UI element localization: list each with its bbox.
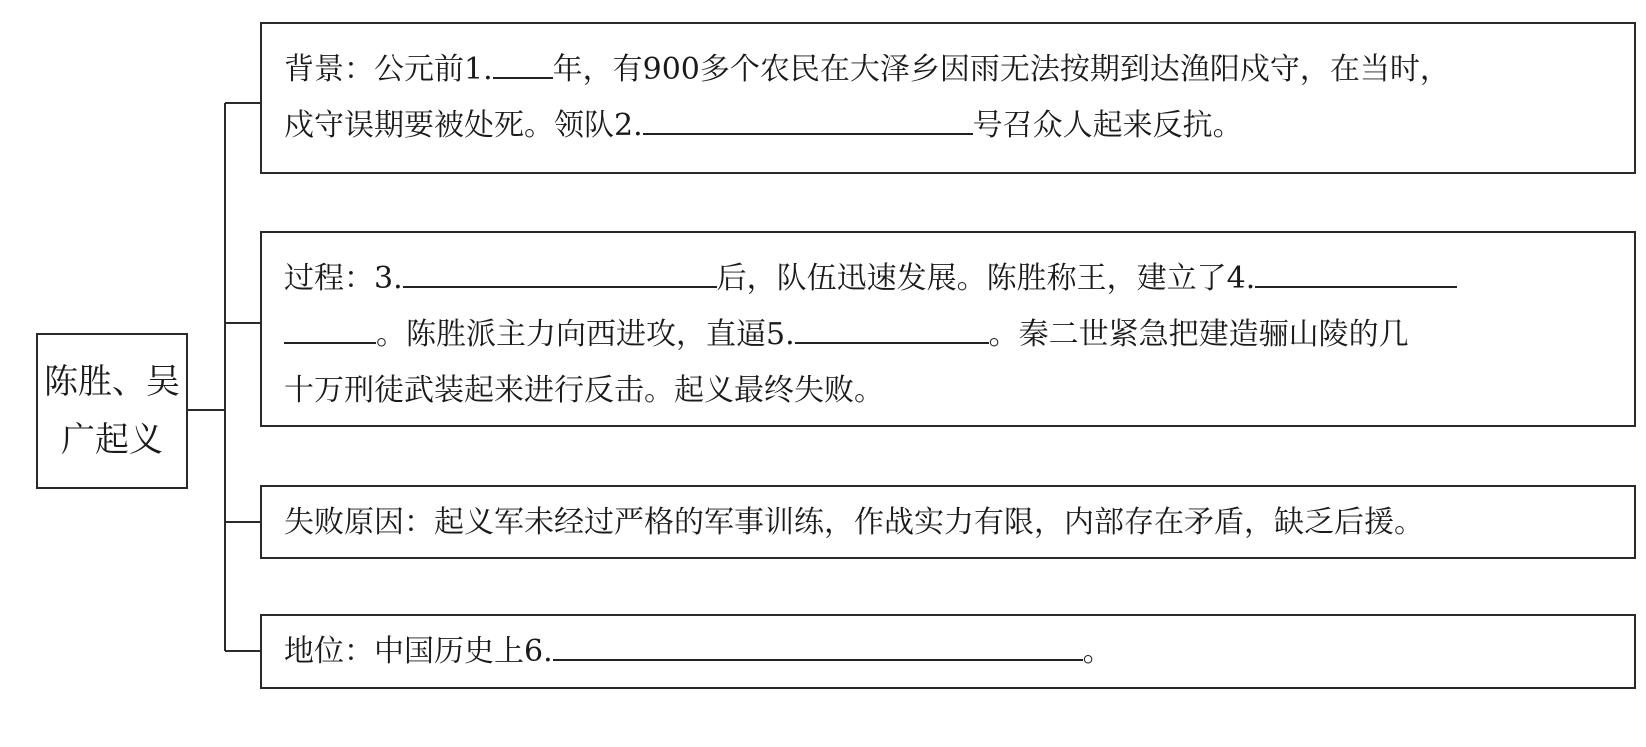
background-line-1 bbox=[284, 42, 1634, 98]
status-text: 地位：中国历史上6. bbox=[284, 634, 553, 669]
failure-reason-card bbox=[260, 485, 1636, 559]
background-text: 年，有900多个农民在大泽乡因雨无法按期到达渔阳戍守，在当时， bbox=[552, 52, 1450, 87]
blank-2[interactable] bbox=[643, 103, 973, 135]
blank-1[interactable] bbox=[493, 47, 553, 79]
background-text: 背景：公元前1. bbox=[284, 52, 493, 87]
blank-3[interactable] bbox=[403, 256, 717, 288]
blank-6[interactable] bbox=[553, 629, 1083, 661]
blank-4[interactable] bbox=[1255, 256, 1457, 288]
background-text: 号召众人起来反抗。 bbox=[972, 108, 1243, 143]
status-text: 。 bbox=[1082, 634, 1113, 669]
blank-5[interactable] bbox=[795, 312, 989, 344]
process-text: 过程：3. bbox=[284, 261, 403, 296]
root-topic-line2: 广起义 bbox=[61, 420, 163, 460]
root-topic-box bbox=[36, 333, 188, 489]
process-text: 。陈胜派主力向西进攻，直逼5. bbox=[376, 317, 795, 352]
process-text: 后，队伍迅速发展。陈胜称王，建立了4. bbox=[716, 261, 1256, 296]
process-text: 。秦二世紧急把建造骊山陵的几 bbox=[988, 317, 1409, 352]
process-card bbox=[260, 231, 1636, 427]
background-text: 戍守误期要被处死。领队2. bbox=[284, 108, 643, 143]
background-line-2 bbox=[284, 98, 1634, 154]
root-topic-line1: 陈胜、吴 bbox=[44, 362, 180, 402]
process-line-1 bbox=[284, 251, 1634, 307]
process-line-2 bbox=[284, 307, 1634, 363]
process-line-3: 十万刑徒武装起来进行反击。起义最终失败。 bbox=[284, 373, 884, 408]
background-card bbox=[260, 22, 1636, 174]
blank-4-continued[interactable] bbox=[284, 312, 376, 344]
historical-status-card bbox=[260, 614, 1636, 689]
status-line bbox=[284, 624, 1634, 680]
failure-reason-text: 失败原因：起义军未经过严格的军事训练，作战实力有限，内部存在矛盾，缺乏后援。 bbox=[284, 505, 1424, 540]
